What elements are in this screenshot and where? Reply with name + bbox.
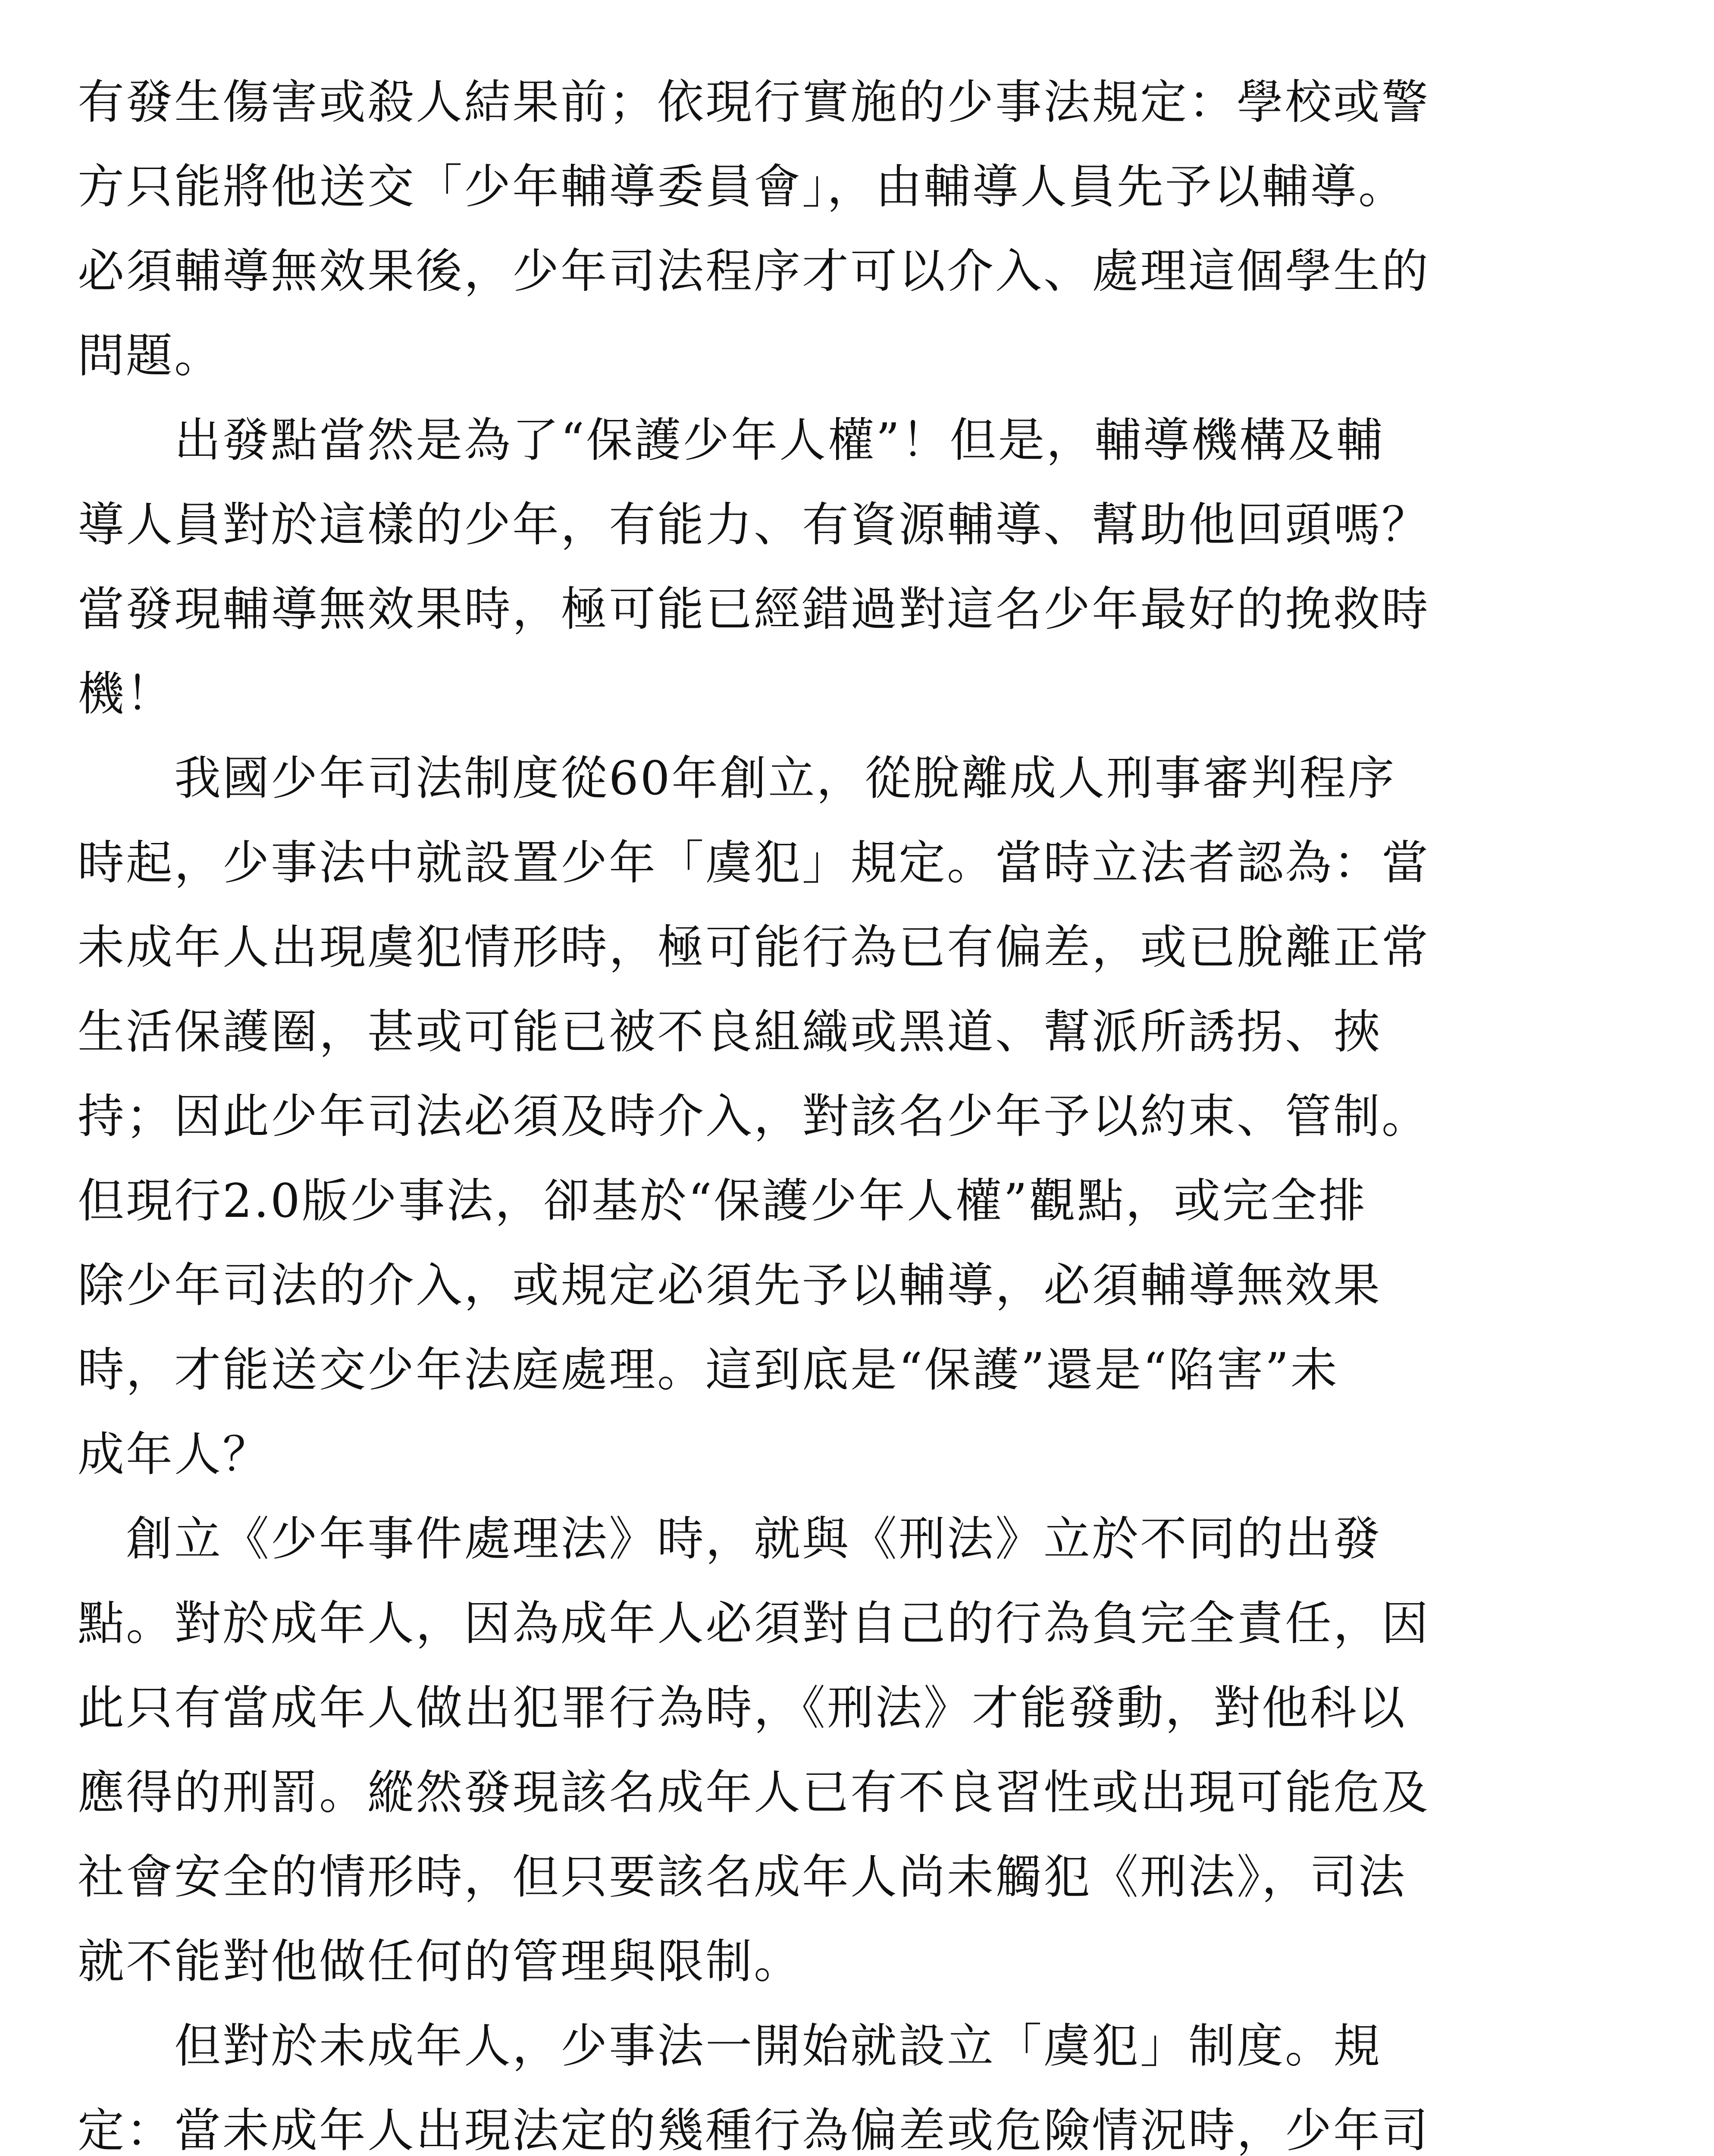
text-line: 導人員對於這樣的少年，有能力、有資源輔導、幫助他回頭嗎？ [78, 498, 1430, 552]
text-line: 必須輔導無效果後，少年司法程序才可以介入、處理這個學生的 [78, 244, 1430, 298]
text-line: 時，才能送交少年法庭處理。這到底是“保護”還是“陷害”未 [78, 1343, 1339, 1397]
text-line: 有發生傷害或殺人結果前；依現行實施的少事法規定：學校或警 [78, 75, 1430, 129]
text-line: 未成年人出現虞犯情形時，極可能行為已有偏差，或已脫離正常 [78, 921, 1430, 975]
text-line: 創立《少年事件處理法》時，就與《刑法》立於不同的出發 [78, 1512, 1382, 1566]
text-line: 社會安全的情形時，但只要該名成年人尚未觸犯《刑法》，司法 [78, 1850, 1407, 1904]
text-line: 我國少年司法制度從60年創立，從脫離成人刑事審判程序 [78, 752, 1396, 805]
text-line: 此只有當成年人做出犯罪行為時，《刑法》才能發動，對他科以 [78, 1681, 1407, 1735]
text-line: 點。對於成年人，因為成年人必須對自己的行為負完全責任，因 [78, 1597, 1430, 1651]
text-line: 但現行2.0版少事法，卻基於“保護少年人權”觀點，或完全排 [78, 1174, 1367, 1228]
text-line: 除少年司法的介入，或規定必須先予以輔導，必須輔導無效果 [78, 1259, 1382, 1313]
text-line: 方只能將他送交「少年輔導委員會」，由輔導人員先予以輔導。 [78, 160, 1407, 214]
body-text [78, 60, 1699, 2156]
text-line: 但對於未成年人，少事法一開始就設立「虞犯」制度。規 [78, 2019, 1382, 2073]
text-line: 問題。 [78, 329, 223, 383]
text-line: 就不能對他做任何的管理與限制。 [78, 1935, 802, 1989]
text-line: 時起，少事法中就設置少年「虞犯」規定。當時立法者認為：當 [78, 836, 1430, 890]
text-line: 成年人？ [78, 1428, 271, 1482]
text-line: 出發點當然是為了“保護少年人權”！但是，輔導機構及輔 [78, 414, 1385, 467]
text-line: 機！ [78, 667, 175, 721]
text-line: 當發現輔導無效果時，極可能已經錯過對這名少年最好的挽救時 [78, 583, 1430, 636]
text-line: 應得的刑罰。縱然發現該名成年人已有不良習性或出現可能危及 [78, 1766, 1430, 1820]
text-line: 定：當未成年人出現法定的幾種行為偏差或危險情況時，少年司 [78, 2104, 1430, 2156]
text-line: 持；因此少年司法必須及時介入，對該名少年予以約束、管制。 [78, 1090, 1430, 1144]
text-line: 生活保護圈，甚或可能已被不良組織或黑道、幫派所誘拐、挾 [78, 1005, 1382, 1059]
